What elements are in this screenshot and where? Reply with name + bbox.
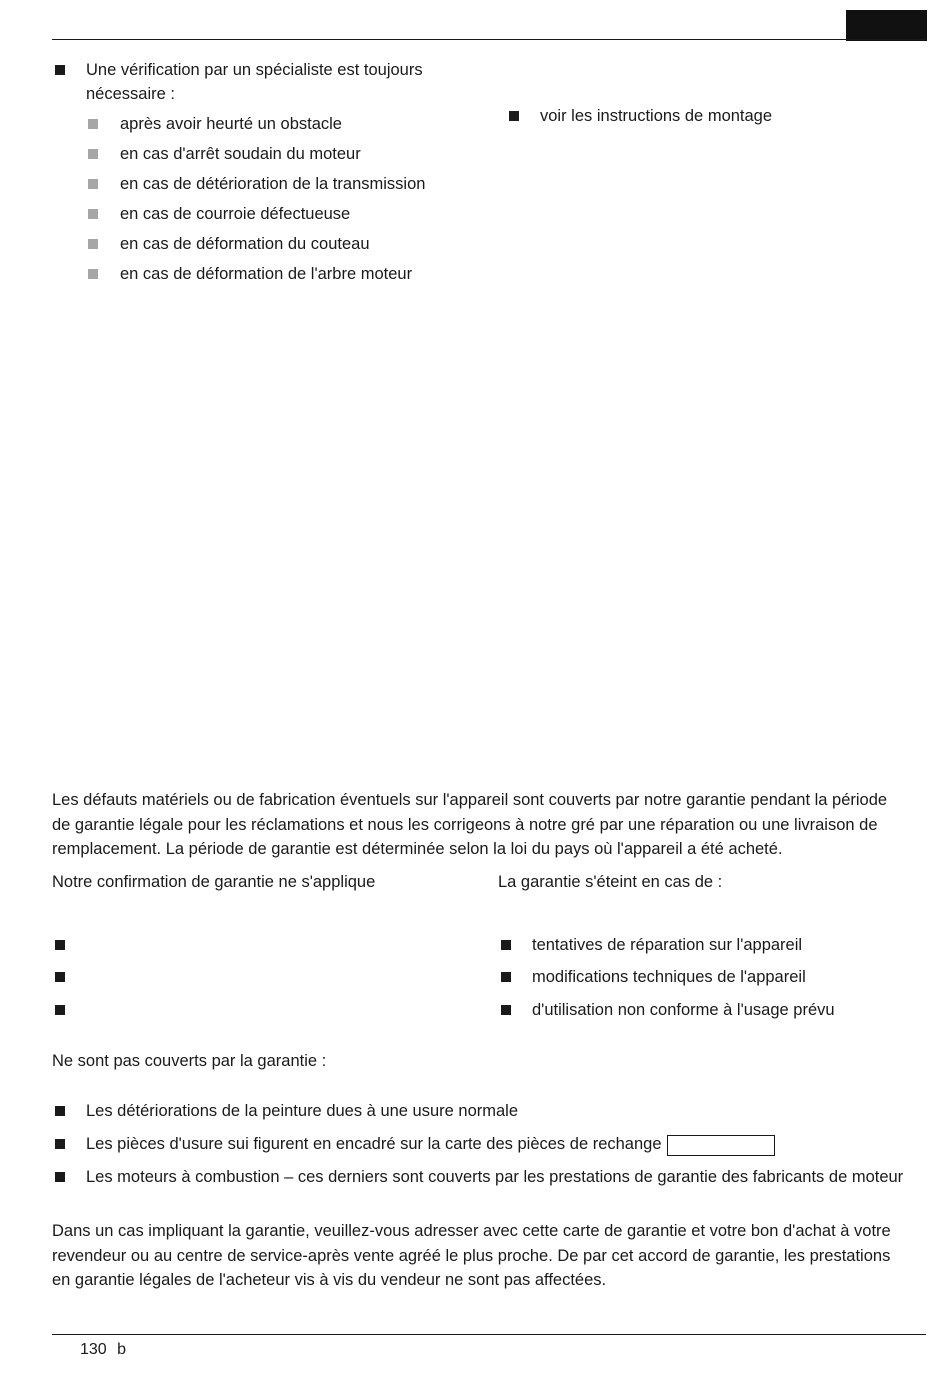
warranty-expires-label: La garantie s'éteint en cas de : — [498, 873, 723, 891]
assembly-item-text: voir les instructions de montage — [540, 107, 773, 125]
check-list-item-text: en cas de déformation de l'arbre moteur — [120, 265, 413, 283]
footer-rule — [52, 1334, 926, 1335]
warranty-expires-item-text: tentatives de réparation sur l'appareil — [532, 936, 803, 954]
bullet-square-icon — [55, 1106, 65, 1116]
warranty-closing-line: revendeur ou au centre de service-après vente agréé le plus proche. De par cet accord de garantie, les prestations — [52, 1246, 891, 1265]
wear-parts-frame — [667, 1135, 775, 1156]
page-number: 130 — [80, 1341, 107, 1358]
check-list-item-text: en cas d'arrêt soudain du moteur — [120, 145, 361, 163]
warranty-expires-item — [501, 967, 806, 989]
bullet-square-icon — [55, 1172, 65, 1182]
bullet-square-icon — [55, 1005, 65, 1015]
assembly-item — [509, 106, 772, 128]
warranty-closing-line: Dans un cas impliquant la garantie, veuillez-vous adresser avec cette carte de garantie et votre bon d'achat à votre — [52, 1222, 891, 1240]
not-covered-label: Ne sont pas couverts par la garantie : — [52, 1052, 327, 1070]
header-rule — [52, 39, 926, 40]
bullet-square-icon — [55, 65, 65, 75]
not-covered-item — [55, 1134, 775, 1156]
not-covered-item-text: Les pièces d'usure sui figurent en encadré sur la carte des pièces de rechange — [86, 1135, 662, 1153]
bullet-square-icon — [501, 1005, 511, 1015]
warranty-applies-label: Notre confirmation de garantie ne s'applique — [52, 873, 376, 891]
check-intro-line: Une vérification par un spécialiste est toujours — [86, 61, 423, 79]
check-list-item — [88, 144, 361, 166]
not-covered-item — [55, 1101, 518, 1123]
check-list-item — [88, 264, 412, 286]
page-footer — [80, 1341, 126, 1359]
check-list-item — [88, 114, 342, 136]
not-covered-item — [55, 1167, 903, 1189]
bullet-square-icon — [88, 149, 98, 159]
check-list-item-text: en cas de détérioration de la transmission — [120, 175, 426, 193]
bullet-square-icon — [88, 179, 98, 189]
bullet-square-icon — [88, 119, 98, 129]
warranty-expires-item-text: d'utilisation non conforme à l'usage prévu — [532, 1001, 835, 1019]
check-intro-item — [55, 60, 455, 106]
warranty-closing — [52, 1219, 932, 1293]
chapter-tab — [846, 10, 927, 41]
bullet-square-icon — [88, 209, 98, 219]
check-list-item-text: en cas de courroie défectueuse — [120, 205, 351, 223]
bullet-square-icon — [509, 111, 519, 121]
warranty-applies-item — [55, 935, 86, 950]
warranty-intro-line: remplacement. La période de garantie est déterminée selon la loi du pays où l'appareil a été acheté. — [52, 840, 783, 858]
bullet-square-icon — [501, 972, 511, 982]
bullet-square-icon — [55, 972, 65, 982]
page-suffix: b — [117, 1341, 127, 1358]
bullet-square-icon — [55, 940, 65, 950]
warranty-intro-line: Les défauts matériels ou de fabrication éventuels sur l'appareil sont couverts par notre garantie pendant la période — [52, 791, 888, 809]
bullet-square-icon — [88, 269, 98, 279]
warranty-applies-item — [55, 1000, 86, 1015]
not-covered-item-text: Les moteurs à combustion – ces derniers sont couverts par les prestations de garantie des fabricants de moteur — [86, 1168, 904, 1186]
warranty-applies-item — [55, 967, 86, 982]
warranty-expires-item — [501, 935, 802, 957]
bullet-square-icon — [55, 1139, 65, 1149]
warranty-closing-line: en garantie légales de l'acheteur vis à vis du vendeur ne sont pas affectées. — [52, 1271, 607, 1289]
check-list-item — [88, 234, 370, 256]
check-list-item-text: après avoir heurté un obstacle — [120, 115, 342, 133]
bullet-square-icon — [88, 239, 98, 249]
bullet-square-icon — [501, 940, 511, 950]
check-list-item — [88, 174, 425, 196]
not-covered-item-text: Les détériorations de la peinture dues à une usure normale — [86, 1102, 519, 1120]
warranty-intro-line: de garantie légale pour les réclamations et nous les corrigeons à notre gré par une réparation ou une livraison de — [52, 815, 878, 834]
warranty-intro — [52, 788, 932, 862]
check-intro-line: nécessaire : — [86, 85, 175, 103]
warranty-expires-item-text: modifications techniques de l'appareil — [532, 968, 806, 986]
warranty-expires-item — [501, 1000, 835, 1022]
check-list-item — [88, 204, 350, 226]
check-list-item-text: en cas de déformation du couteau — [120, 235, 370, 253]
